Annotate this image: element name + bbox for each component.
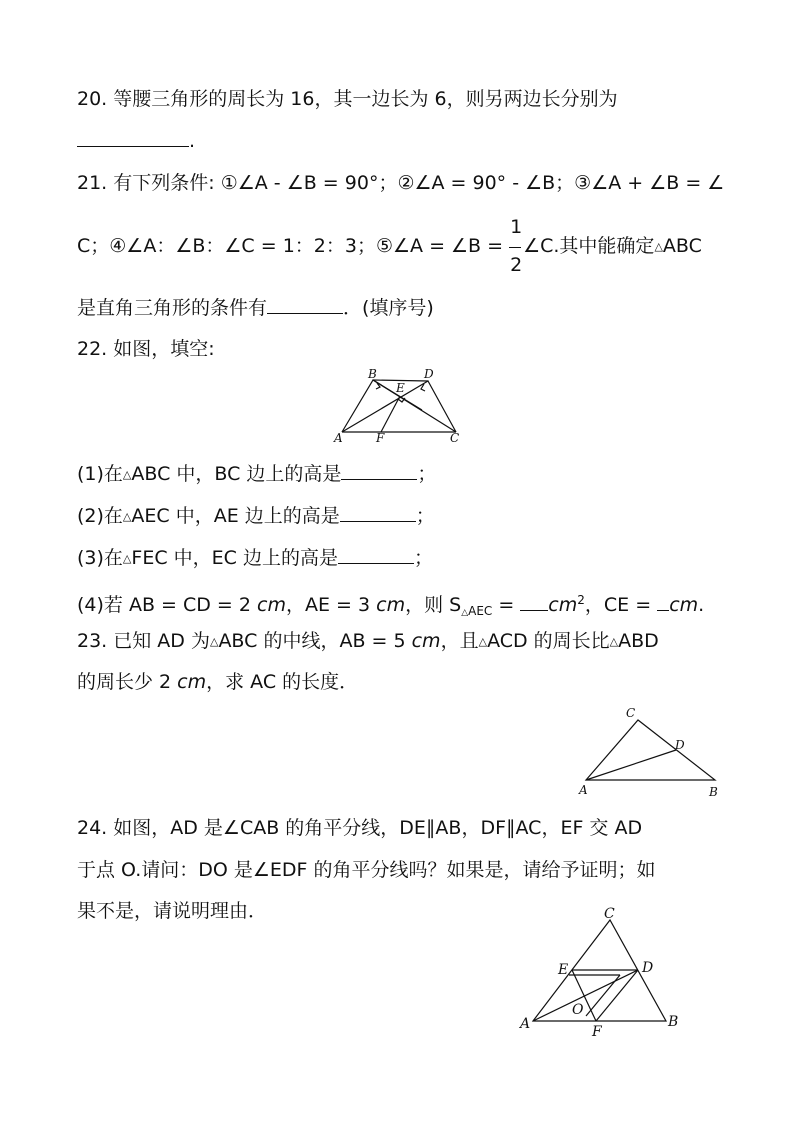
q22-p2-end: ； <box>415 505 435 527</box>
q20-line1 <box>77 86 618 112</box>
extra-line-diag <box>586 975 620 1016</box>
subscript-aec: AEC <box>468 604 493 618</box>
triangle-symbol: △ <box>478 635 488 648</box>
q23-1c: ，且 <box>440 630 479 652</box>
q24-text-2: 于点 O.请问：DO 是∠EDF 的角平分线吗？如果是，请给予证明；如 <box>77 859 656 881</box>
q21-text-2c: ABC <box>662 235 702 257</box>
q22-p4-d: = <box>492 594 521 616</box>
fraction-denominator: 2 <box>510 253 523 276</box>
unit-cm: cm <box>669 594 699 616</box>
unit-cm: cm <box>548 594 578 616</box>
label-a: A <box>579 783 588 797</box>
q22-part3 <box>77 545 433 572</box>
q22-part1 <box>77 461 436 488</box>
q22-p1-end: ； <box>417 463 437 485</box>
q24-text-3: 果不是，请说明理由． <box>77 900 268 922</box>
q22-p2-blank[interactable] <box>340 503 416 522</box>
q21-text-2a: C；④∠A：∠B：∠C = 1：2：3；⑤∠A = ∠B = <box>77 235 510 257</box>
q22-p4-ce-blank[interactable] <box>657 592 669 611</box>
label-f: F <box>376 431 385 445</box>
q23-2b: ，求 AC 的长度． <box>206 671 359 693</box>
q22-p4-end: . <box>698 594 705 616</box>
q21-text-1: 21. 有下列条件: ①∠A - ∠B = 90°；②∠A = 90° - ∠B；③∠A + ∠B = ∠ <box>77 172 725 194</box>
label-a: A <box>520 1016 531 1032</box>
q22-p4-c: ，则 S <box>405 594 462 616</box>
label-o: O <box>572 1002 584 1018</box>
unit-cm: cm <box>411 630 441 652</box>
q20-answer-blank[interactable] <box>77 128 189 147</box>
q22-p2-b: AEC 中，AE 边上的高是 <box>131 505 340 527</box>
triangle-symbol: △ <box>122 468 132 481</box>
triangle-symbol: △ <box>609 635 619 648</box>
q21-line1 <box>77 170 724 196</box>
q21-answer-blank[interactable] <box>267 295 343 314</box>
q22-p3-end: ； <box>413 547 433 569</box>
label-e: E <box>558 962 569 978</box>
q22-p1-a: (1)在 <box>77 463 123 485</box>
label-c: C <box>626 706 636 720</box>
q22-p4-a: (4)若 AB = CD = 2 <box>77 594 258 616</box>
q21-line3 <box>77 295 434 321</box>
q24-figure <box>512 902 692 1042</box>
q23-line2 <box>77 669 358 695</box>
label-b: B <box>368 368 377 381</box>
q22-p2-a: (2)在 <box>77 505 123 527</box>
q22-p4-e: ，CE = <box>584 594 658 616</box>
q21-text-2b: ∠C.其中能确定 <box>523 235 655 257</box>
unit-cm: cm <box>177 671 207 693</box>
segment-ef <box>381 396 400 432</box>
q20-text: 20. 等腰三角形的周长为 16，其一边长为 6，则另两边长分别为 <box>77 88 618 110</box>
q22-p4-b: ，AE = 3 <box>285 594 377 616</box>
q20-end: . <box>189 130 196 152</box>
q22-p4-area-blank[interactable] <box>520 592 548 611</box>
q23-1d: ACD 的周长比 <box>487 630 610 652</box>
q24-line2 <box>77 857 656 883</box>
label-b: B <box>668 1014 679 1030</box>
q22-title-text: 22. 如图，填空: <box>77 338 215 360</box>
q21-fraction <box>509 215 523 276</box>
q20-line2 <box>77 128 195 154</box>
label-c: C <box>450 431 460 445</box>
bisector-ad <box>533 970 638 1021</box>
q22-p1-b: ABC 中，BC 边上的高是 <box>131 463 342 485</box>
q23-1e: ABD <box>618 630 659 652</box>
q23-1b: ABC 的中线，AB = 5 <box>218 630 412 652</box>
triangle-symbol: △ <box>461 608 469 618</box>
q21-text-3b: ．(填序号) <box>343 297 434 319</box>
triangle-abc <box>586 720 715 780</box>
q22-part4 <box>77 587 704 626</box>
q22-p1-blank[interactable] <box>341 461 417 480</box>
q24-line1 <box>77 815 642 841</box>
q23-line1 <box>77 628 659 655</box>
triangle-symbol: △ <box>122 510 132 523</box>
q22-title <box>77 336 215 362</box>
triangle-symbol: △ <box>654 240 663 253</box>
q23-figure <box>572 704 728 800</box>
q22-figure <box>330 368 470 446</box>
q24-line3 <box>77 898 267 924</box>
label-e: E <box>396 381 405 395</box>
q22-p3-b: FEC 中，EC 边上的高是 <box>131 547 338 569</box>
unit-cm: cm <box>257 594 286 616</box>
fraction-bar <box>509 247 521 248</box>
triangle-symbol: △ <box>209 635 219 648</box>
q23-1a: 23. 已知 AD 为 <box>77 630 210 652</box>
q22-part2 <box>77 503 435 530</box>
q24-text-1: 24. 如图，AD 是∠CAB 的角平分线，DE∥AB，DF∥AC，EF 交 AD <box>77 817 643 839</box>
label-d: D <box>675 738 685 752</box>
label-f: F <box>592 1024 602 1040</box>
q22-p3-blank[interactable] <box>338 545 414 564</box>
label-a: A <box>334 431 343 445</box>
unit-cm: cm <box>376 594 406 616</box>
q23-2a: 的周长少 2 <box>77 671 178 693</box>
q21-text-3a: 是直角三角形的条件有 <box>77 297 268 319</box>
q21-line2 <box>77 215 702 276</box>
label-b: B <box>709 785 718 799</box>
label-c: C <box>604 906 615 922</box>
label-d: D <box>642 960 654 976</box>
area-subscript <box>461 604 492 618</box>
fraction-numerator: 1 <box>510 215 523 238</box>
superscript-2: 2 <box>577 593 585 607</box>
label-d: D <box>424 368 434 381</box>
triangle-symbol: △ <box>122 552 132 565</box>
q22-p3-a: (3)在 <box>77 547 123 569</box>
